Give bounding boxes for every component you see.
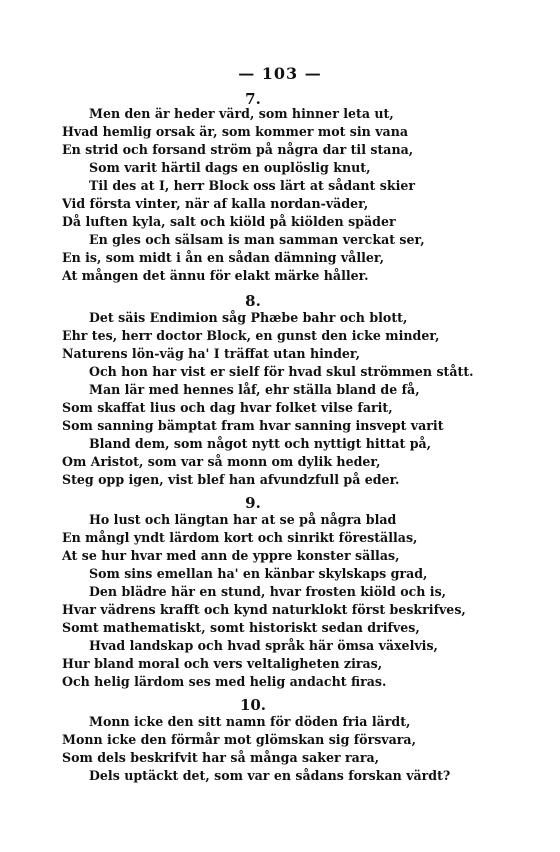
poem-line: Som sins emellan ha' en känbar skylskaps grad, bbox=[89, 566, 428, 581]
poem-line: Monn icke den sitt namn för döden fria lärdt, bbox=[89, 714, 411, 729]
stanza-number: 7. bbox=[245, 90, 261, 108]
poem-line: Vid första vinter, när af kalla nordan-väder, bbox=[62, 196, 369, 211]
poem-line: Och helig lärdom ses med helig andacht firas. bbox=[62, 674, 387, 689]
poem-line: At mången det ännu för elakt märke håller. bbox=[62, 268, 369, 283]
poem-line: Til des at I, herr Block oss lärt at sådant skier bbox=[89, 178, 415, 193]
poem-line: Dels uptäckt det, som var en sådans forskan värdt? bbox=[89, 768, 451, 783]
poem-line: Det säis Endimion såg Phæbe bahr och blott, bbox=[89, 310, 408, 325]
poem-line: Bland dem, som något nytt och nyttigt hittat på, bbox=[89, 436, 432, 451]
poem-line: Somt mathematiskt, somt historiskt sedan drifves, bbox=[62, 620, 420, 635]
poem-line: At se hur hvar med ann de yppre konster sällas, bbox=[62, 548, 400, 563]
poem-line: Man lär med hennes låf, ehr ställa bland de få, bbox=[89, 382, 420, 397]
poem-line: Hur bland moral och vers veltaligheten ziras, bbox=[62, 656, 383, 671]
poem-line: Då luften kyla, salt och kiöld på kiölden späder bbox=[62, 214, 396, 229]
poem-line: Hvad hemlig orsak är, som kommer mot sin vana bbox=[62, 124, 409, 139]
stanza-number: 10. bbox=[239, 696, 267, 714]
poem-line: Monn icke den förmår mot glömskan sig försvara, bbox=[62, 732, 416, 747]
poem-line: Men den är heder värd, som hinner leta ut, bbox=[89, 106, 394, 121]
poem-line: Om Aristot, som var så monn om dylik heder, bbox=[62, 454, 381, 469]
poem-line: Naturens lön-väg ha' I träffat utan hinder, bbox=[62, 346, 360, 361]
poem-line: Hvar vädrens krafft och kynd naturklokt först beskrifves, bbox=[62, 602, 466, 617]
poem-line: En gles och sälsam is man samman verckat ser, bbox=[89, 232, 425, 247]
poem-line: Som skaffat lius och dag hvar folket vilse farit, bbox=[62, 400, 393, 415]
stanza-number: 9. bbox=[245, 494, 261, 512]
poem-line: Hvad landskap och hvad språk här ömsa växelvis, bbox=[89, 638, 438, 653]
poem-line: Ho lust och längtan har at se på några blad bbox=[89, 512, 397, 527]
poem-line: En mångl yndt lärdom kort och sinrikt föreställas, bbox=[62, 530, 418, 545]
poem-line: Som dels beskrifvit har så många saker rara, bbox=[62, 750, 380, 765]
page-number: — 103 — bbox=[238, 64, 322, 83]
poem-line: Ehr tes, herr doctor Block, en gunst den icke minder, bbox=[62, 328, 440, 343]
poem-line: En is, som midt i ån en sådan dämning våller, bbox=[62, 250, 385, 265]
poem-line: Som varit härtil dags en ouplöslig knut, bbox=[89, 160, 371, 175]
stanza-number: 8. bbox=[245, 292, 261, 310]
poem-line: Steg opp igen, vist blef han afvundzfull på eder. bbox=[62, 472, 400, 487]
poem-line: Den blädre här en stund, hvar frosten kiöld och is, bbox=[89, 584, 447, 599]
poem-line: En strid och forsand ström på några dar til stana, bbox=[62, 142, 414, 157]
poem-line: Som sanning bämptat fram hvar sanning insvept varit bbox=[62, 418, 444, 433]
poem-line: Och hon har vist er sielf för hvad skul strömmen stått. bbox=[89, 364, 474, 379]
